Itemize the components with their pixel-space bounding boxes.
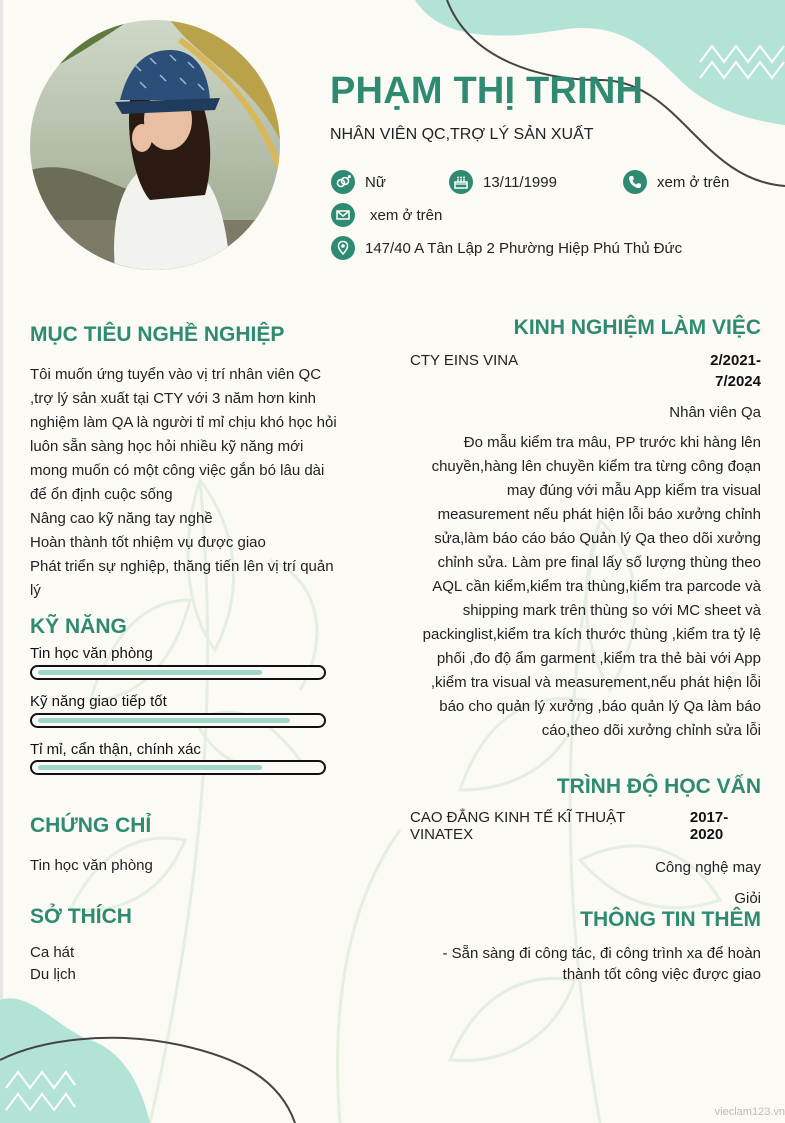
objective-title: MỤC TIÊU NGHỀ NGHIỆP xyxy=(30,323,285,346)
certificates-list xyxy=(30,854,345,878)
skill-bar xyxy=(30,760,326,775)
address-info xyxy=(331,236,682,260)
education-period: 2017-2020 xyxy=(689,809,729,843)
skill-bar xyxy=(30,713,326,728)
school-name: CAO ĐẲNG KINH TẾ KĨ THUẬT VINATEX xyxy=(410,809,626,843)
watermark: vieclam123.vn xyxy=(714,1106,785,1118)
email-info xyxy=(331,203,442,227)
portrait-photo xyxy=(30,20,280,270)
skill-label: Kỹ năng giao tiếp tốt xyxy=(30,693,167,710)
skill-fill xyxy=(38,718,290,723)
experience-title: KINH NGHIỆM LÀM VIỆC xyxy=(513,316,761,339)
education-section xyxy=(410,809,761,907)
objective-text: Tôi muốn ứng tuyển vào vị trí nhân viên QC ,trợ lý sản xuất tại CTY với 3 năm hơn kinh nghiệm làm QA là người tỉ mỉ chịu khó học hỏi luôn sẵn sàng học hỏi nhiều kỹ năng mới mong muốn có một công việc gắn bó lâu dài để ổn định cuộc sống xyxy=(30,366,337,503)
hobby-item: Ca hát xyxy=(30,944,75,961)
job-title: NHÂN VIÊN QC,TRỢ LÝ SẢN XUẤT xyxy=(330,126,594,143)
experience-section xyxy=(410,350,761,743)
objective-section xyxy=(30,363,345,603)
experience-role: Nhân viên Qa xyxy=(669,404,761,421)
skill-fill xyxy=(38,765,262,770)
objective-item: Hoàn thành tốt nhiệm vụ được giao xyxy=(30,534,266,551)
phone-value: xem ở trên xyxy=(657,173,730,191)
location-icon xyxy=(331,236,355,260)
certificates-title: CHỨNG CHỈ xyxy=(30,814,152,837)
skill-label: Tỉ mỉ, cẩn thận, chính xác xyxy=(30,741,201,758)
skill-fill xyxy=(38,670,262,675)
skill-label: Tin học văn phòng xyxy=(30,645,153,662)
gender-info xyxy=(331,170,386,194)
candidate-name: PHẠM THỊ TRINH xyxy=(330,70,644,112)
gender-value: Nữ xyxy=(365,173,386,191)
birthday-info xyxy=(449,170,557,194)
skill-bar xyxy=(30,665,326,680)
phone-info xyxy=(623,170,729,194)
extra-info-text: - Sẵn sàng đi công tác, đi công trình xa để hoàn thành tốt công việc được giao xyxy=(442,945,761,983)
hobbies-title: SỞ THÍCH xyxy=(30,905,132,928)
experience-description: Đo mẫu kiểm tra mâu, PP trước khi hàng lên chuyền,hàng lên chuyền kiểm tra từng công đoạn may đúng với mẫu App kiểm tra visual measurement nếu phát hiện lỗi báo xưởng chỉnh sửa,làm báo cáo báo Quản lý Qa theo dõi xưởng chỉnh sửa. Làm pre final lấy số lượng thùng theo AQL cần kiểm,kiểm tra thùng,kiểm tra parcode và shipping mark trên thùng so với MC sheet và packinglist,kiểm tra kích thước thùng ,kiểm tra tỷ lệ phối ,đo độ ẩm garment ,kiểm tra thẻ bài với App ,kiểm tra visual và measurement,nếu phát hiện lỗi báo cho quản lý xưởng ,báo quản lý Qa làm báo cáo,theo dõi xưởng chỉnh sửa lỗi xyxy=(422,434,761,739)
address-value: 147/40 A Tân Lập 2 Phường Hiệp Phú Thủ Đức xyxy=(365,239,683,257)
extra-info-title: THÔNG TIN THÊM xyxy=(580,908,761,931)
birthday-value: 13/11/1999 xyxy=(483,173,557,191)
skills-title: KỸ NĂNG xyxy=(30,615,127,638)
experience-period: 2/2021- 7/2024 xyxy=(710,352,761,390)
email-icon xyxy=(331,203,355,227)
company-name: CTY EINS VINA xyxy=(410,352,519,369)
phone-icon xyxy=(623,170,647,194)
hobby-item: Du lịch xyxy=(30,966,76,983)
education-grade: Giỏi xyxy=(734,890,761,907)
cake-icon xyxy=(449,170,473,194)
education-title: TRÌNH ĐỘ HỌC VẤN xyxy=(556,775,761,798)
avatar xyxy=(30,20,280,270)
objective-item: Nâng cao kỹ năng tay nghề xyxy=(30,510,213,527)
email-value: xem ở trên xyxy=(370,206,443,224)
certificate-item: Tin học văn phòng xyxy=(30,857,153,874)
bottom-left-blob xyxy=(0,998,150,1123)
objective-item: Phát triển sự nghiệp, thăng tiến lên vị trí quản lý xyxy=(30,558,334,599)
gender-icon xyxy=(331,170,355,194)
hobbies-list xyxy=(30,942,345,986)
education-major: Công nghệ may xyxy=(655,859,761,876)
